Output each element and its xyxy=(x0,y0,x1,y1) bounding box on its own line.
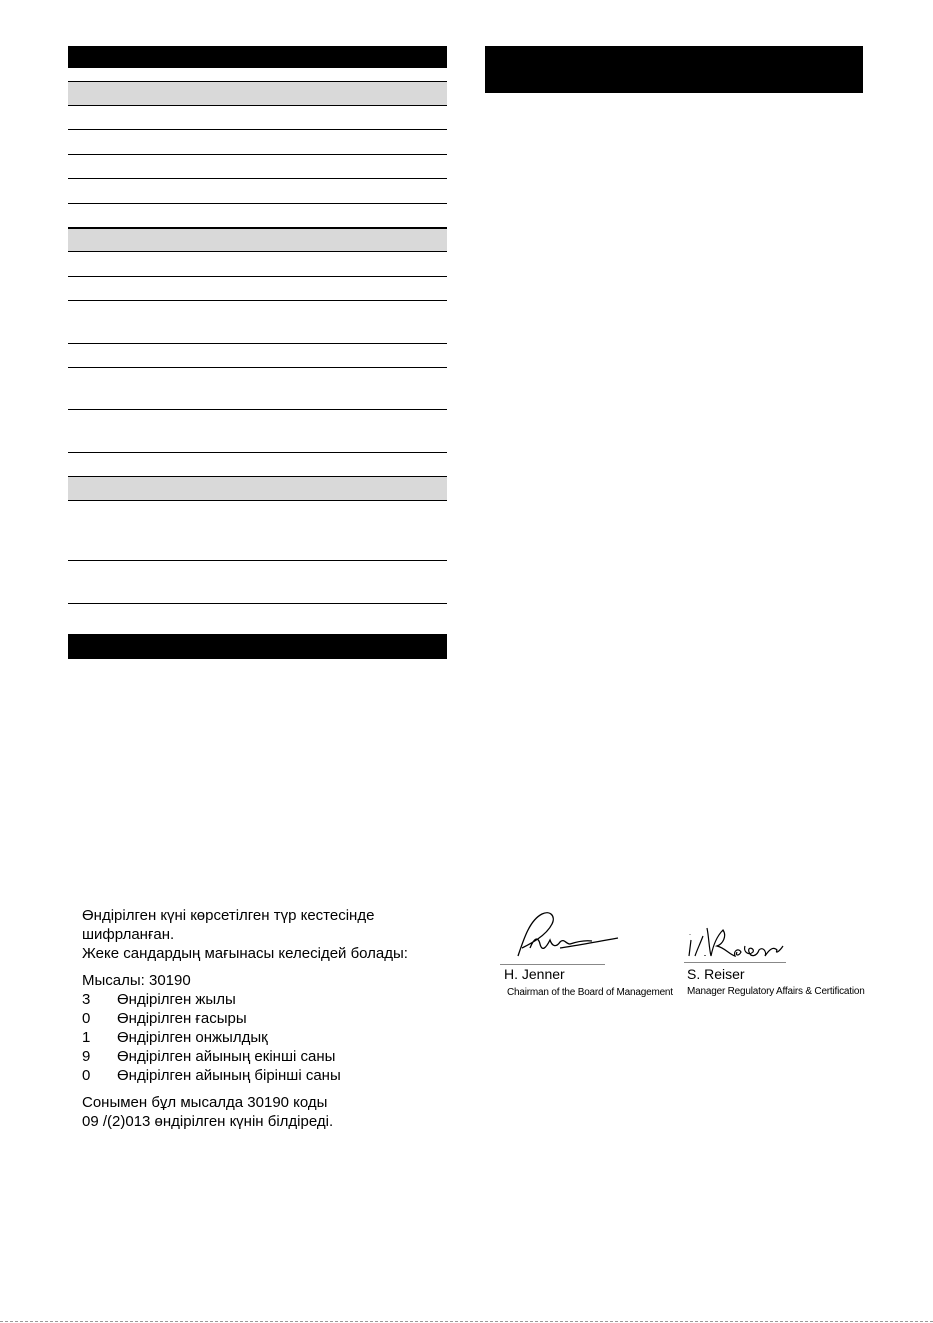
code-meaning: Өндірілген айының бірінші саны xyxy=(117,1067,341,1084)
code-meaning: Өндірілген онжылдық xyxy=(117,1029,268,1046)
table-row xyxy=(68,228,447,252)
signature-reiser-image xyxy=(683,922,793,966)
table-row xyxy=(68,277,447,301)
table-row xyxy=(68,130,447,155)
code-digit: 1 xyxy=(82,1029,91,1046)
conclusion-line: 09 /(2)013 өндірілген күнін білдіреді. xyxy=(82,1113,334,1130)
intro-line: Өндірілген күні көрсетілген түр кестесінде xyxy=(82,907,375,924)
conclusion-line: Сонымен бұл мысалда 30190 коды xyxy=(82,1094,328,1111)
page-bottom-edge xyxy=(0,1321,933,1322)
example-label: Мысалы: 30190 xyxy=(82,972,191,989)
signatory-role: Chairman of the Board of Management xyxy=(507,987,673,998)
intro-line: шифрланған. xyxy=(82,926,175,943)
table-row xyxy=(68,81,447,106)
section-header-bar xyxy=(68,634,447,659)
code-digit-row xyxy=(82,1066,408,1085)
table-row xyxy=(68,561,447,604)
table-row xyxy=(68,179,447,204)
table-row xyxy=(68,252,447,277)
code-digit: 3 xyxy=(82,991,91,1008)
table-row xyxy=(68,501,447,561)
code-meaning: Өндірілген жылы xyxy=(117,991,236,1008)
table-row xyxy=(68,204,447,228)
code-meaning: Өндірілген айының екінші саны xyxy=(117,1048,336,1065)
code-digit-row xyxy=(82,1047,408,1066)
code-digit: 9 xyxy=(82,1048,91,1065)
table-header-bar xyxy=(68,46,447,68)
code-meaning: Өндірілген ғасыры xyxy=(117,1010,247,1027)
table-row xyxy=(68,368,447,410)
table-row xyxy=(68,477,447,501)
signatory-name: S. Reiser xyxy=(687,966,745,982)
declaration-header-bar xyxy=(485,46,863,93)
manufacturing-code-text xyxy=(82,906,408,1131)
table-row xyxy=(68,106,447,130)
table-row xyxy=(68,155,447,179)
intro-line: Жеке сандардың мағынасы келесідей болады: xyxy=(82,945,408,962)
code-digit-row xyxy=(82,1028,408,1047)
signature-line xyxy=(500,964,605,965)
code-digit-row xyxy=(82,1009,408,1028)
code-digit: 0 xyxy=(82,1010,91,1027)
table-row xyxy=(68,301,447,344)
signatory-role: Manager Regulatory Affairs & Certification xyxy=(687,986,865,997)
signatory-name: H. Jenner xyxy=(504,966,565,982)
code-digit: 0 xyxy=(82,1067,91,1084)
table-row xyxy=(68,453,447,477)
code-digit-row xyxy=(82,990,408,1009)
signature-line xyxy=(684,962,786,963)
table-row xyxy=(68,410,447,453)
signature-jenner-image xyxy=(500,908,630,968)
table-row xyxy=(68,344,447,368)
